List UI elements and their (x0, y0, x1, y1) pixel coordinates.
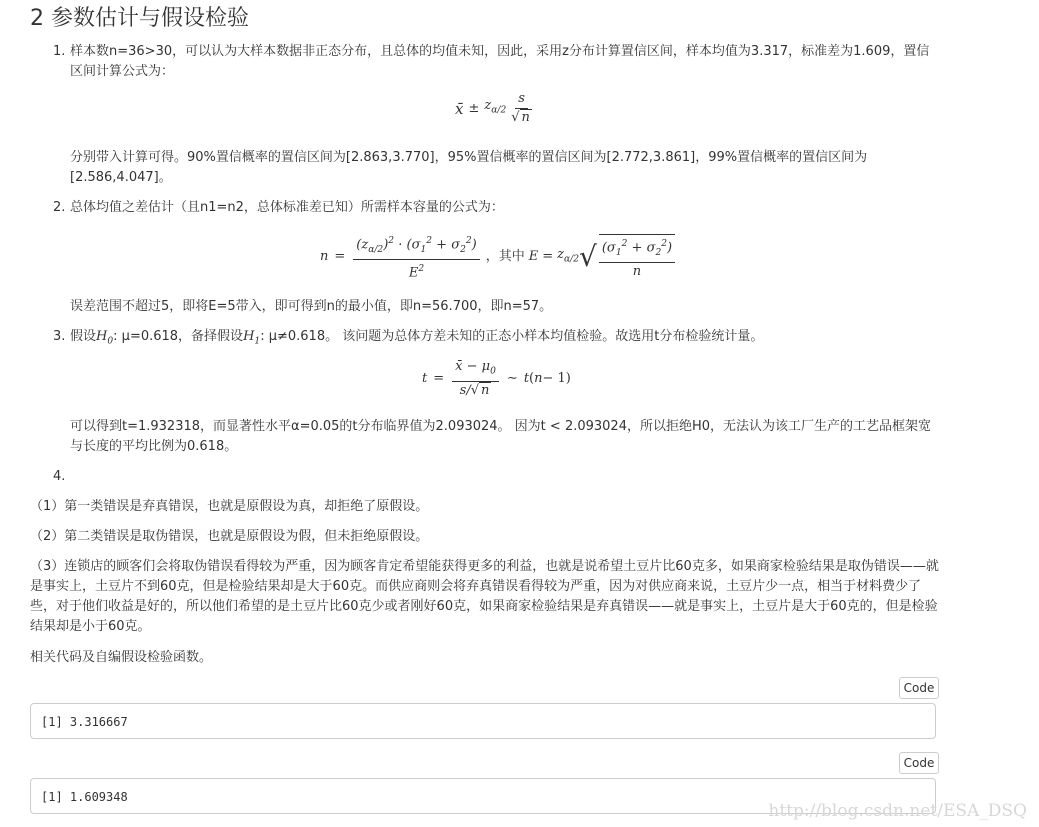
code-output: [1] 3.316667 (30, 703, 936, 739)
formula-confidence-interval: x̄ ± $z_{\alpha/2}$ $\frac{s}{√ n}$ (455, 91, 530, 125)
code-toggle-button[interactable]: Code (899, 677, 939, 699)
code-note: 相关代码及自编假设检验函数。 (30, 650, 213, 665)
item-1-result: 分别带入计算可得。90%置信概率的置信区间为[2.863,3.770]，95%置信概率的置信区间为[2.772,3.861]，99%置信概率的置信区间为[2.586,4.047]。 (70, 150, 868, 185)
item-3-text: 假设$H_0$: μ=0.618，备择假设$H_1$: μ≠0.618。 该问题为总体方差未知的正态小样本均值检验。故选用t分布检验统计量。 (70, 329, 764, 347)
item-2-text: 总体均值之差估计（且n1=n2，总体标准差已知）所需样本容量的公式为： (70, 200, 504, 215)
section-heading: 2 参数估计与假设检验 (30, 6, 249, 31)
formula-t-statistic: t = $\frac{x̄ - \mu_0}{s/√ n}$ ∼ t ( n − 1) (422, 359, 571, 398)
point-3: （3）连锁店的顾客们会将取伪错误看得较为严重，因为顾客肯定希望能获得更多的利益，也就是说希望土豆片比60克多，如果商家检验结果是取伪错误——就是事实上，土豆片不到60克，但是检验结果却是大于60克。而供应商则会将弃真错误看得较为严重，因为对供应商来说，土豆片少一点，相当于材料费少了些，对于他们收益是好的，所以他们希望的是土豆片比60克少或者刚好60克，如果商家检验结果是弃真错误——就是事实上，土豆片是大于60克的，但是检验结果却是小于60克。 (30, 559, 939, 634)
item-number: 4. (53, 469, 66, 484)
watermark: http://blog.csdn.net/ESA_DSQ (768, 801, 1027, 821)
formula-mid-text: ，其中 (485, 249, 525, 265)
item-1-text: 样本数n=36>30，可以认为大样本数据非正态分布，且总体的均值未知，因此，采用z分布计算置信区间，样本均值为3.317，标准差为1.609，置信区间计算公式为： (70, 44, 930, 79)
code-output: [1] 1.609348 (30, 778, 936, 814)
point-1: （1）第一类错误是弃真错误，也就是原假设为真，却拒绝了原假设。 (30, 499, 429, 514)
code-toggle-button[interactable]: Code (899, 752, 939, 774)
formula-sample-size: n = $\frac{(z_{\alpha/2})^2 \cdot (\sigma_1^2 + \sigma_2^2)}{E^2}$ ，其中 E = $z_{\alpha/2}$ √ $\frac{(\sigma_1^2 + \sigma_2^2)}{n}$ (320, 232, 677, 282)
item-3-result: 可以得到t=1.932318，而显著性水平α=0.05的t分布临界值为2.093024。 因为t < 2.093024，所以拒绝H0，无法认为该工厂生产的工艺品框架宽与长度的平均比例为0.618。 (70, 419, 932, 454)
item-number: 3. (53, 329, 66, 344)
item-2-result: 误差范围不超过5，即将E=5带入，即可得到n的最小值，即n=56.700，即n=57。 (70, 299, 553, 314)
item-number: 2. (53, 200, 66, 215)
point-2: （2）第二类错误是取伪错误，也就是原假设为假，但未拒绝原假设。 (30, 529, 429, 544)
item-number: 1. (53, 44, 66, 59)
